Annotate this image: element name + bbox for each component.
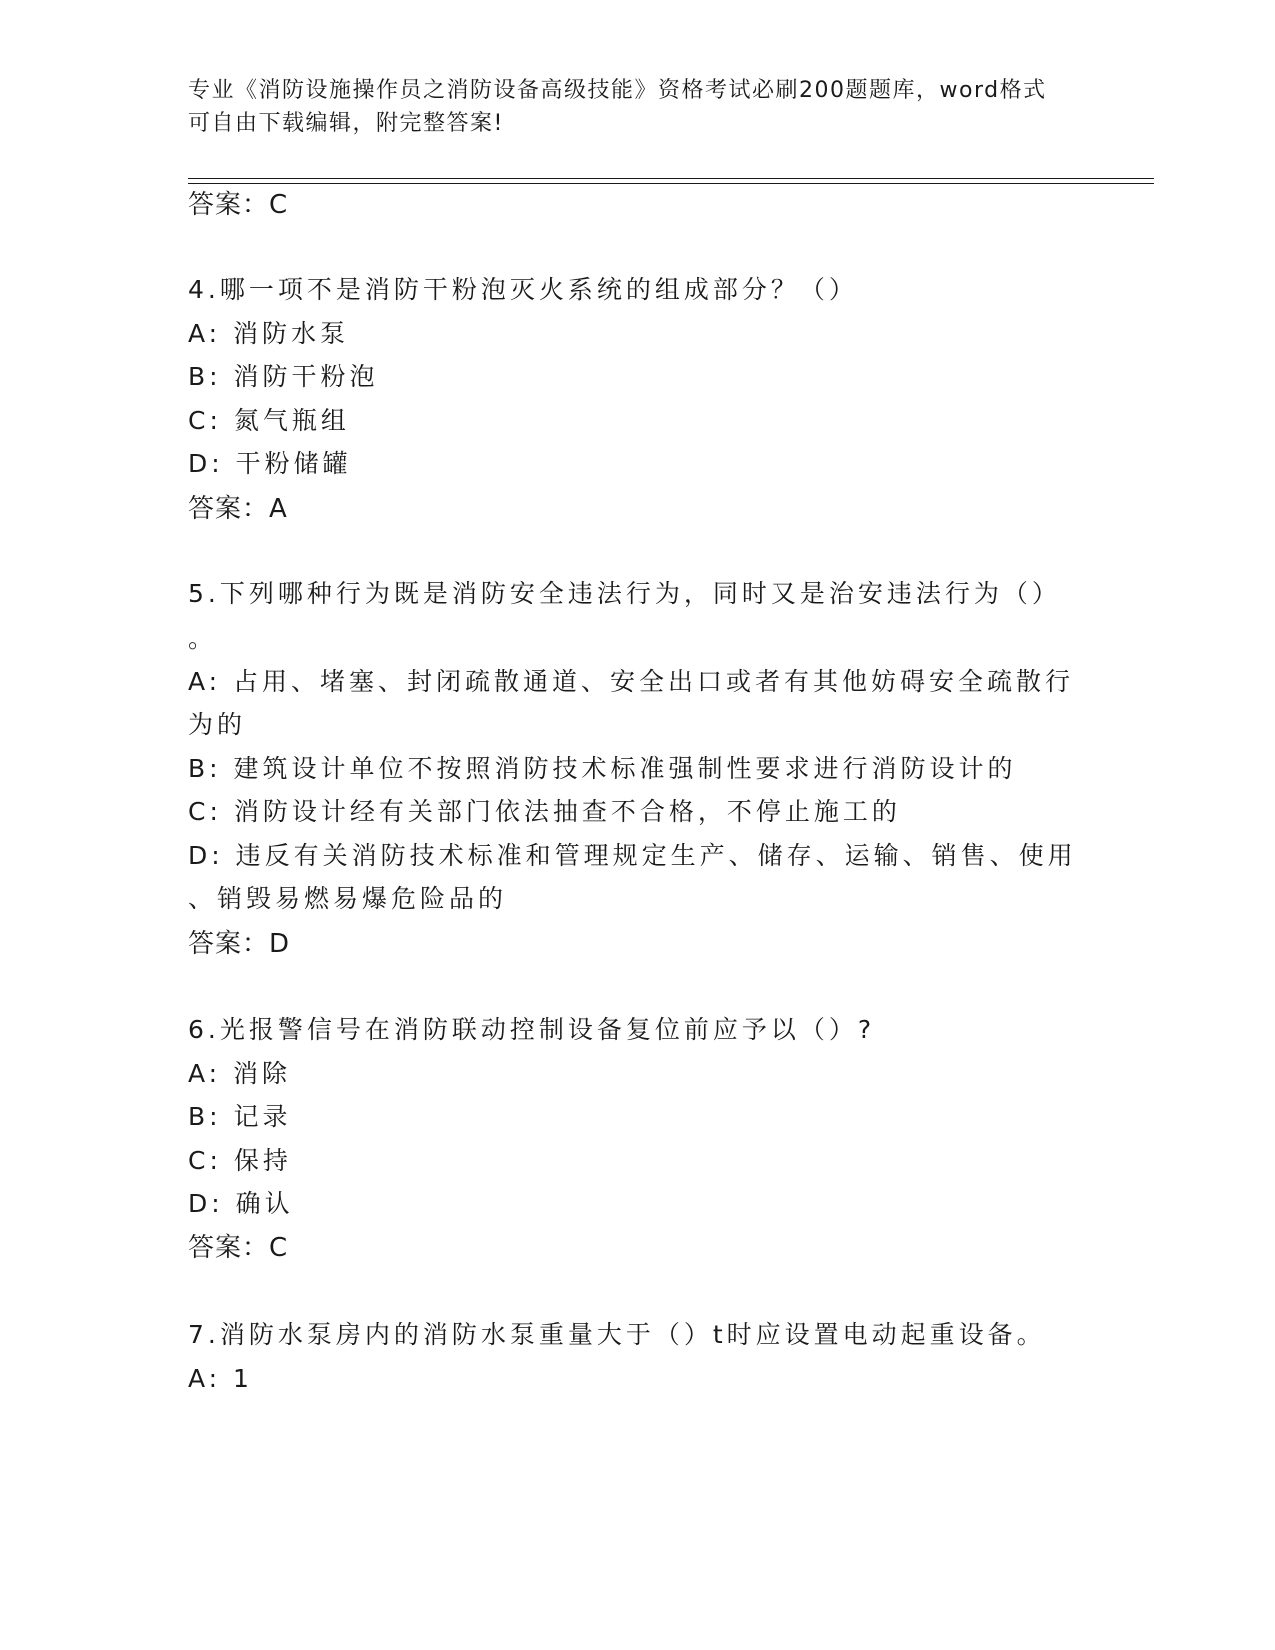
answer-previous: 答案：C bbox=[188, 190, 289, 220]
question-6-option-d: D: 确认 bbox=[188, 1189, 294, 1218]
question-5-option-b: B: 建筑设计单位不按照消防技术标准强制性要求进行消防设计的 bbox=[188, 754, 1017, 783]
question-6-option-a: A: 消除 bbox=[188, 1059, 292, 1088]
question-5-stem-cont: 。 bbox=[188, 624, 218, 653]
question-5-option-a: A: 占用、堵塞、封闭疏散通道、安全出口或者有其他妨碍安全疏散行 bbox=[188, 667, 1075, 696]
header-divider-bottom bbox=[188, 183, 1154, 184]
question-5-option-c: C: 消防设计经有关部门依法抽查不合格，不停止施工的 bbox=[188, 797, 901, 826]
document-header: 专业《消防设施操作员之消防设备高级技能》资格考试必刷200题题库，word格式可自由下载编辑，附完整答案! bbox=[188, 78, 1047, 136]
question-7-stem: 7.消防水泵房内的消防水泵重量大于（）t时应设置电动起重设备。 bbox=[188, 1320, 1046, 1349]
question-7-option-a: A: 1 bbox=[188, 1364, 253, 1393]
header-divider-top bbox=[188, 178, 1154, 179]
question-4-option-a: A: 消防水泵 bbox=[188, 319, 350, 348]
question-6-option-b: B: 记录 bbox=[188, 1102, 292, 1131]
question-6-option-c: C: 保持 bbox=[188, 1146, 292, 1175]
question-5-option-a-cont: 为的 bbox=[188, 710, 247, 739]
question-5-stem: 5.下列哪种行为既是消防安全违法行为，同时又是治安违法行为（） bbox=[188, 579, 1061, 608]
question-4-option-c: C: 氮气瓶组 bbox=[188, 406, 350, 435]
question-4-option-d: D: 干粉储罐 bbox=[188, 449, 352, 478]
question-6-stem: 6.光报警信号在消防联动控制设备复位前应予以（）? bbox=[188, 1015, 876, 1044]
question-5-option-d-cont: 、销毁易燃易爆危险品的 bbox=[188, 884, 508, 913]
question-6-answer: 答案：C bbox=[188, 1233, 289, 1263]
question-4-option-b: B: 消防干粉泡 bbox=[188, 362, 379, 391]
question-4-stem: 4.哪一项不是消防干粉泡灭火系统的组成部分？（） bbox=[188, 275, 858, 304]
question-5-option-d: D: 违反有关消防技术标准和管理规定生产、储存、运输、销售、使用 bbox=[188, 841, 1077, 870]
question-4-answer: 答案：A bbox=[188, 494, 288, 524]
question-5-answer: 答案：D bbox=[188, 929, 291, 959]
